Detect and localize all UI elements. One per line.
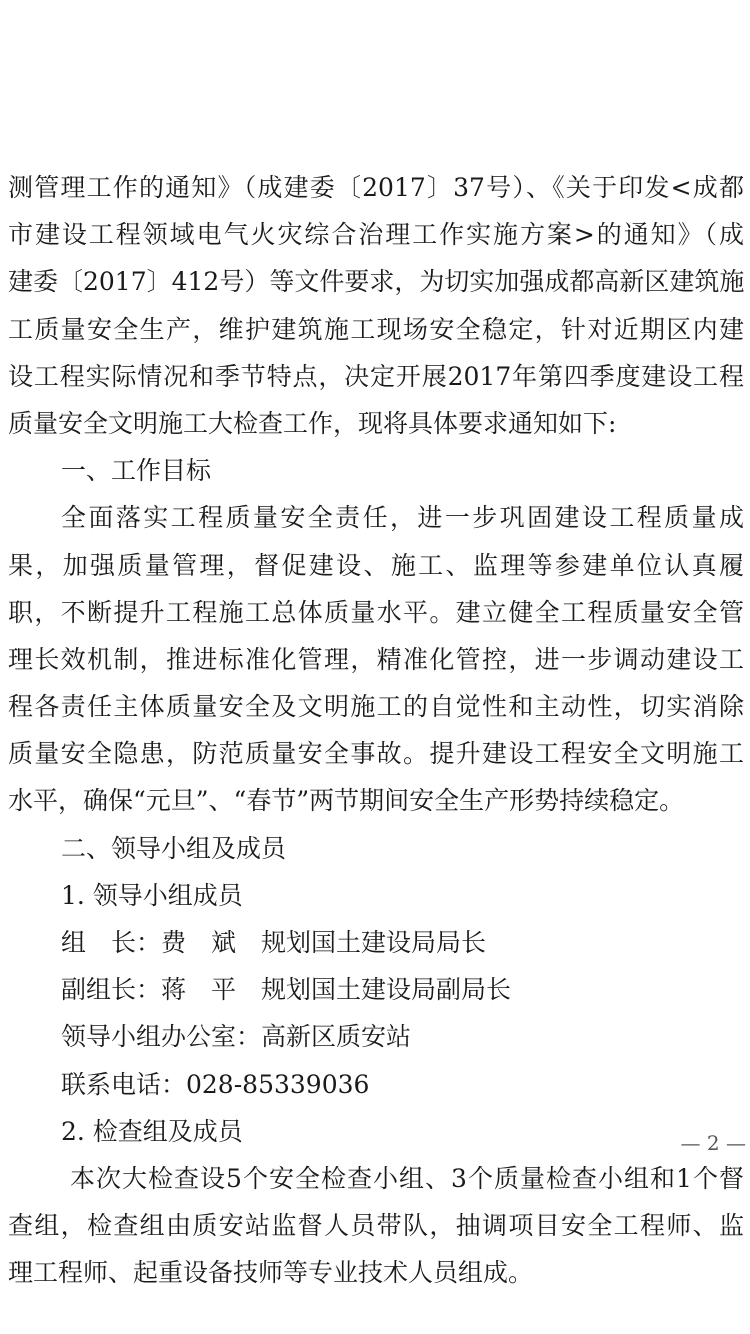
document-body [8, 164, 744, 1297]
subsection-heading: 1. 领导小组成员 [61, 880, 243, 910]
deputy-leader-line: 副组长：蒋 平 规划国土建设局副局长 [61, 975, 512, 1005]
paragraph-line: 水平，确保“元旦”、“春节”两节期间安全生产形势持续稳定。 [8, 786, 685, 816]
paragraph-line: 查组，检查组由质安站监督人员带队，抽调项目安全工程师、监 [8, 1211, 744, 1241]
paragraph-line: 全面落实工程质量安全责任，进一步巩固建设工程质量成 [61, 503, 744, 533]
paragraph-line: 理工程师、起重设备技师等专业技术人员组成。 [8, 1258, 534, 1288]
section-heading: 一、工作目标 [61, 456, 212, 486]
paragraph-line: 程各责任主体质量安全及文明施工的自觉性和主动性，切实消除 [8, 692, 744, 722]
paragraph-line: 建委〔2017〕412号）等文件要求，为切实加强成都高新区建筑施 [8, 267, 744, 297]
paragraph-line: 职，不断提升工程施工总体质量水平。建立健全工程质量安全管 [8, 597, 744, 627]
paragraph-line: 理长效机制，推进标准化管理，精准化管控，进一步调动建设工 [8, 644, 744, 674]
paragraph-line: 工质量安全生产，维护建筑施工现场安全稳定，针对近期区内建 [8, 314, 744, 344]
subsection-heading: 2. 检查组及成员 [61, 1116, 243, 1146]
page-number: — 2 — [680, 1131, 746, 1155]
section-heading: 二、领导小组及成员 [61, 833, 287, 863]
paragraph-line: 测管理工作的通知》（成建委〔2017〕37号）、《关于印发<成都 [8, 173, 744, 202]
office-line: 领导小组办公室：高新区质安站 [61, 1022, 412, 1052]
paragraph-line: 质量安全文明施工大检查工作，现将具体要求通知如下: [8, 408, 617, 438]
paragraph-line: 果，加强质量管理，督促建设、施工、监理等参建单位认真履 [8, 550, 744, 580]
paragraph-line: 设工程实际情况和季节特点，决定开展2017年第四季度建设工程 [8, 361, 744, 391]
leader-line: 组 长：费 斌 规划国土建设局局长 [61, 928, 487, 957]
paragraph-line: 质量安全隐患，防范质量安全事故。提升建设工程安全文明施工 [8, 739, 744, 769]
paragraph-line: 市建设工程领域电气火灾综合治理工作实施方案>的通知》（成 [8, 220, 744, 250]
paragraph-line: 本次大检查设5个安全检查小组、3个质量检查小组和1个督 [70, 1163, 744, 1193]
contact-phone-line: 联系电话：028-85339036 [61, 1069, 370, 1099]
